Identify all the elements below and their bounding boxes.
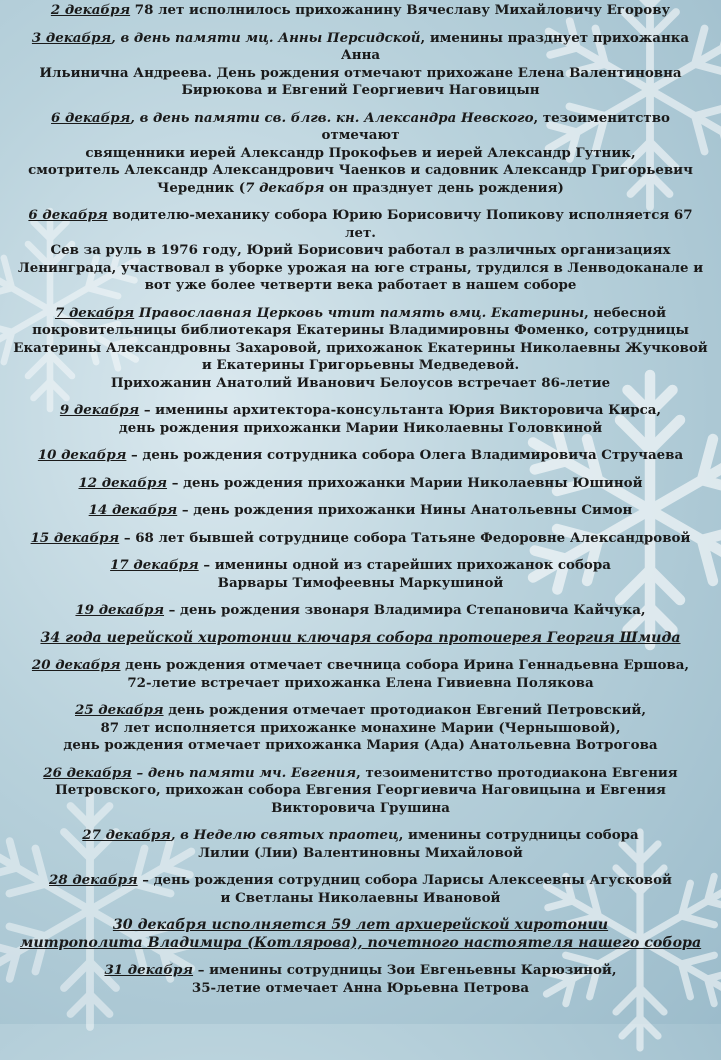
entry-dec-9	[0, 402, 721, 437]
entry-text: водителю-механику собора Юрию Борисовичу Попикову исполняется 67 лет.	[112, 207, 693, 241]
entry-text: , тезоименитство отмечают	[321, 109, 670, 143]
entry-date: 26 декабря	[43, 764, 132, 781]
entry-date: 6 декабря	[28, 207, 108, 223]
entry-text: он празднует день рождения)	[324, 179, 564, 196]
entry-text: , небесной	[584, 304, 667, 321]
entry-dec-15	[0, 530, 721, 548]
entry-date: 31 декабря	[104, 962, 194, 978]
entry-dec-2	[0, 2, 721, 20]
entry-text: Прихожанин Анатолий Иванович Белоусов встречает 86-летие	[110, 374, 611, 391]
entry-text: 72-летие встречает прихожанка Елена Гивиевна Полякова	[127, 674, 594, 691]
entry-dec-20	[0, 657, 721, 692]
entry-ordination-anniversary	[0, 630, 721, 648]
entry-text: , именины сотрудницы собора	[398, 827, 639, 843]
entry-text: Петровского, прихожан собора Евгения Георгиевича Наговицына и Евгения	[55, 782, 666, 798]
entry-text: смотритель Александр Александрович Чаенков и садовник Александр Григорьевич	[28, 162, 693, 178]
entry-text: 87 лет исполняется прихожанке монахине Марии (Чернышовой),	[100, 719, 621, 736]
entry-date: 19 декабря	[75, 602, 165, 618]
entry-dec-7	[0, 305, 721, 393]
entry-feast: – день памяти мч. Евгения	[131, 764, 357, 781]
entry-dec-25	[0, 702, 721, 755]
entry-dec-3	[0, 30, 721, 100]
entry-feast: , в день памяти св. блгв. кн. Александра Невского	[130, 109, 534, 126]
entry-text: покровительницы библиотекаря Екатерины Владимировны Фоменко, сотрудницы	[32, 322, 689, 338]
entry-highlight: 30 декабря исполняется 59 лет архиерейской хиротонии	[112, 917, 609, 933]
entry-text: – день рождения сотрудниц собора Ларисы Алексеевны Агусковой	[137, 872, 672, 888]
entry-dec-27	[0, 827, 721, 862]
entry-date: 7 декабря	[54, 304, 135, 321]
entry-highlight: 34 года иерейской хиротонии ключаря собора протоиерея Георгия Шмида	[40, 629, 681, 646]
entry-dec-6-feast	[0, 110, 721, 198]
entry-text: Ильинична Андреева. День рождения отмечают прихожане Елена Валентиновна	[39, 64, 682, 81]
entry-text: , именины празднует прихожанка Анна	[340, 29, 690, 63]
entry-text: день рождения прихожанки Марии Николаевны Головкиной	[118, 419, 603, 436]
entry-text: , тезоименитство протодиакона Евгения	[356, 764, 678, 781]
entry-date: 3 декабря	[31, 29, 112, 46]
entry-text: и Екатерины Григорьевны Медведевой.	[201, 357, 520, 373]
entry-dec-19	[0, 602, 721, 620]
entry-feast: Православная Церковь чтит память вмц. Екатерины	[134, 304, 585, 321]
entry-feast: , в Неделю святых праотец	[170, 827, 399, 843]
entry-inline-date: 7 декабря	[245, 179, 325, 196]
entry-text: – именины архитектора-консультанта Юрия Викторовича Кирса,	[139, 402, 662, 418]
entry-dec-14	[0, 502, 721, 520]
entry-text: вот уже более четверти века работает в нашем соборе	[144, 277, 577, 293]
entry-highlight: митрополита Владимира (Котлярова), почетного настоятеля нашего собора	[19, 934, 702, 951]
entry-text: день рождения отмечает прихожанка Мария (Ада) Анатольевна Вотрогова	[63, 737, 658, 753]
entry-dec-17	[0, 557, 721, 592]
entry-dec-30-hierarchal-ordination	[0, 917, 721, 952]
entry-text: священники иерей Александр Прокофьев и иерей Александр Гутник,	[85, 144, 636, 161]
entry-text: – день рождения сотрудника собора Олега Владимировича Стручаева	[126, 447, 684, 463]
entry-line	[12, 180, 709, 198]
entry-text: Лилии (Лии) Валентиновны Михайловой	[198, 844, 523, 861]
entry-text: Сев за руль в 1976 году, Юрий Борисович работал в различных организациях	[50, 242, 671, 258]
entry-dec-31	[0, 962, 721, 997]
entry-date: 10 декабря	[37, 447, 127, 463]
entry-date: 9 декабря	[59, 402, 140, 418]
entry-text: день рождения отмечает свечница собора Ирина Геннадьевна Ершова,	[120, 657, 690, 673]
entry-date: 2 декабря	[50, 2, 131, 18]
entry-text: – 68 лет бывшей сотруднице собора Татьяне Федоровне Александровой	[119, 529, 691, 546]
entry-text: – именины одной из старейших прихожанок собора	[198, 557, 611, 573]
entry-date: 20 декабря	[31, 657, 121, 673]
entry-text: – день рождения прихожанки Нины Анатольевны Симон	[177, 502, 633, 518]
entry-text: Викторовича Грушина	[271, 799, 450, 816]
entry-text: 35-летие отмечает Анна Юрьевна Петрова	[191, 979, 530, 996]
entry-date: 17 декабря	[110, 557, 199, 573]
entry-text: Ленинграда, участвовал в уборке урожая на юге страны, трудился в Ленводоканале и	[17, 259, 704, 276]
entry-text: – день рождения звонаря Владимира Степановича Кайчука,	[164, 602, 646, 618]
entry-dec-10	[0, 447, 721, 465]
entry-dec-26	[0, 765, 721, 818]
entry-text: – день рождения прихожанки Марии Николаевны Юшиной	[167, 474, 643, 491]
entry-date: 15 декабря	[30, 529, 120, 546]
entry-date: 28 декабря	[49, 872, 138, 888]
entry-feast: , в день памяти мц. Анны Персидской	[111, 29, 421, 46]
entry-text: – именины сотрудницы Зои Евгеньевны Карюзиной,	[193, 962, 617, 978]
entry-date: 12 декабря	[78, 474, 168, 491]
entry-date: 14 декабря	[88, 502, 178, 518]
entry-date: 27 декабря	[82, 827, 171, 843]
entry-text: Бирюкова и Евгений Георгиевич Наговицын	[181, 82, 540, 98]
entry-text: Варвары Тимофеевны Маркушиной	[217, 574, 504, 591]
entry-date: 6 декабря	[51, 109, 131, 126]
entry-text: и Светланы Николаевны Ивановой	[220, 889, 501, 906]
entry-date: 25 декабря	[75, 702, 164, 718]
entry-dec-12	[0, 475, 721, 493]
entry-text: Екатерины Александровны Захаровой, прихожанок Екатерины Николаевны Жучковой	[13, 339, 708, 356]
entry-text: день рождения отмечает протодиакон Евгений Петровский,	[163, 702, 646, 718]
entry-text: Чередник (	[157, 179, 246, 196]
entry-dec-6-driver	[0, 207, 721, 295]
entry-text: 78 лет исполнилось прихожанину Вячеславу Михайловичу Егорову	[134, 2, 671, 18]
entry-dec-28	[0, 872, 721, 907]
